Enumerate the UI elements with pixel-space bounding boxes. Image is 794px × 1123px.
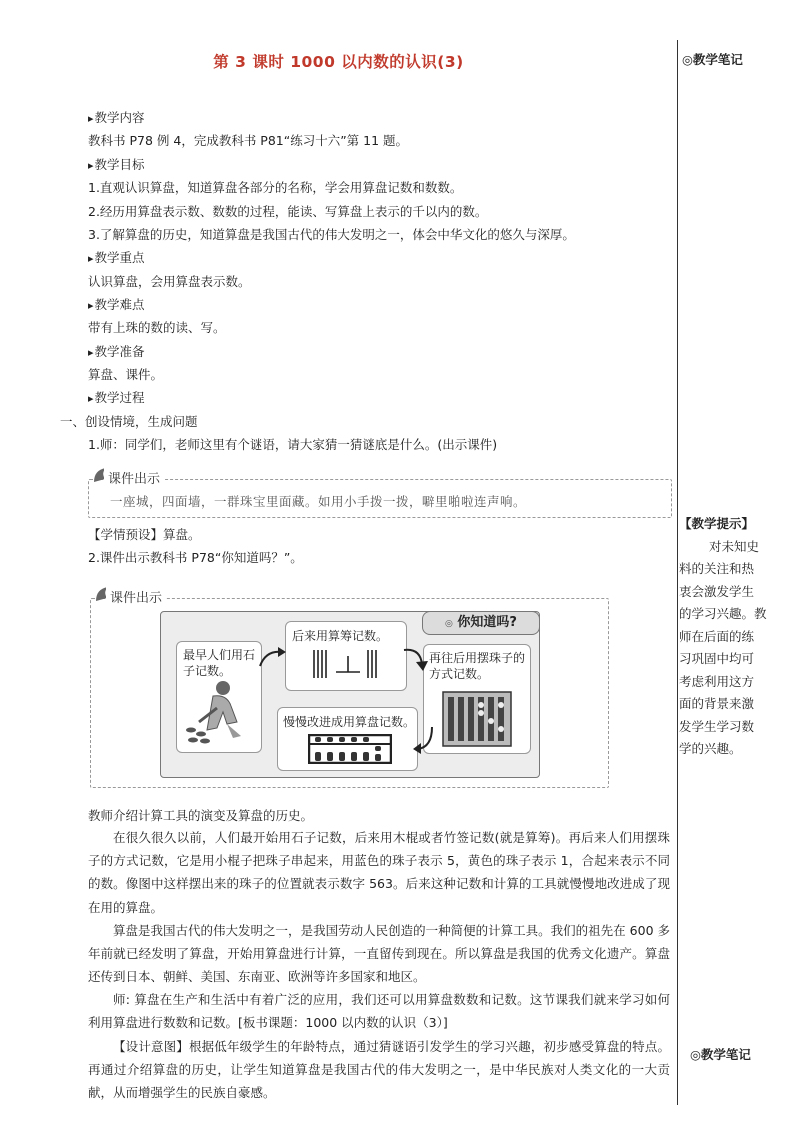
margin-divider [677, 40, 678, 1105]
person-with-stones-icon [183, 678, 255, 746]
preparation-text: 算盘、课件。 [88, 367, 164, 382]
did-you-know-badge: ◎ 你知道吗? [422, 611, 540, 635]
page-title: 第 3 课时 1000 以内数的认识(3) [213, 53, 464, 71]
step-1-1: 1.师：同学们，老师这里有个谜语，请大家猜一猜谜底是什么。(出示课件) [88, 437, 498, 452]
card-beads [423, 644, 531, 754]
card-abacus-text: 慢慢改进成用算盘记数。 [283, 715, 416, 729]
teaching-tip-line: 衷会激发学生 [679, 583, 755, 599]
difficulty-text: 带有上珠的数的读、写。 [88, 320, 226, 335]
teacher-paragraph: 师: 算盘在生产和生活中有着广泛的应用，我们还可以用算盘数数和记数。这节课我们就来学习如何利用算盘进行数数和记数。[板书课题：1000 以内数的认识（3）] [88, 992, 670, 1031]
process-heading: ▸ 教学过程 [88, 388, 145, 406]
bead-board-icon [442, 691, 512, 747]
goal-2: 2.经历用算盘表示数、数数的过程，能读、写算盘上表示的千以内的数。 [88, 204, 488, 219]
arrow-icon [258, 646, 288, 670]
preparation-heading: ▸ 教学准备 [88, 342, 145, 360]
teaching-tip-line: 料的关注和热 [679, 561, 755, 576]
content-text: 教科书 P78 例 4，完成教科书 P81“练习十六”第 11 题。 [88, 133, 409, 148]
key-text: 认识算盘，会用算盘表示数。 [88, 274, 251, 289]
teaching-tip-line: 师在后面的练 [679, 628, 755, 644]
teaching-notes-footer: ◎教学笔记 [690, 1047, 751, 1062]
design-intent-paragraph: 【设计意图】根据低年级学生的年龄特点，通过猜谜语引发学生的学习兴趣，初步感受算盘的特点。再通过介绍算盘的历史，让学生知道算盘是我国古代的伟大发明之一，是中华民族对人类文化的一大贡献，从而增强学生的民族自豪感。 [88, 1039, 670, 1101]
card-beads-text: 再往后用摆珠子的方式记数。 [429, 651, 526, 681]
teaching-tip-line: 对未知史 [709, 538, 760, 554]
teaching-tip-line: 的学习兴趣。教 [679, 606, 767, 621]
history-paragraph: 在很久很久以前，人们最开始用石子记数，后来用木棍或者竹签记数(就是算筹)。再后来人们用摆珠子的方式记数，它是用小棍子把珠子串起来，用蓝色的珠子表示 5，黄色的珠子表示 1，合起来表示不同的数。像图中这样摆出来的珠子的位置就表示数字 563。后来这种记数和计算的工具就慢慢地改进成了现在用的算盘。 [88, 830, 670, 915]
abacus-paragraph: 算盘是我国古代的伟大发明之一，是我国劳动人民创造的一种简便的计算工具。我们的祖先在 600 多年前就已经发明了算盘，开始用算盘进行计算，一直留传到现在。所以算盘是我国的优秀文化遗产。算盘还传到日本、朝鲜、美国、东南亚、欧洲等许多国家和地区。 [88, 923, 670, 985]
abacus-icon [308, 734, 392, 764]
riddle-text: 一座城，四面墙，一群珠宝里面藏。如用小手拨一拨，噼里啪啦连声响。 [110, 494, 527, 509]
counting-rods-icon [310, 648, 390, 682]
teaching-tip-title: 【教学提示】 [679, 516, 755, 531]
teaching-tip [679, 513, 783, 761]
intro-text: 教师介绍计算工具的演变及算盘的历史。 [88, 808, 314, 823]
content-heading: ▸ 教学内容 [88, 108, 145, 126]
teaching-tip-line: 面的背景来激 [679, 696, 755, 711]
goal-1: 1.直观认识算盘，知道算盘各部分的名称，学会用算盘记数和数数。 [88, 180, 463, 195]
difficulty-heading: ▸ 教学难点 [88, 295, 145, 313]
card-stones-text: 最早人们用石子记数。 [183, 648, 256, 678]
teaching-tip-line: 考虑利用这方 [679, 673, 755, 689]
card-counting-rods [285, 621, 407, 691]
teaching-notes-header: ◎教学笔记 [682, 52, 743, 67]
courseware-label: 课件出示 [106, 587, 166, 606]
card-stones [176, 641, 262, 753]
goals-heading: ▸ 教学目标 [88, 155, 145, 173]
preset-answer: 【学情预设】算盘。 [88, 527, 201, 542]
courseware-label: 课件出示 [104, 468, 164, 487]
key-heading: ▸ 教学重点 [88, 248, 145, 266]
step-1-2: 2.课件出示教科书 P78“你知道吗？”。 [88, 550, 303, 565]
card-rods-text: 后来用算筹记数。 [292, 629, 389, 643]
step-1-heading: 一、创设情境，生成问题 [60, 414, 198, 429]
goal-3: 3.了解算盘的历史，知道算盘是我国古代的伟大发明之一，体会中华文化的悠久与深厚。 [88, 227, 575, 242]
teaching-tip-line: 发学生学习数 [679, 718, 755, 734]
teaching-tip-line: 习巩固中均可 [679, 651, 755, 666]
arrow-icon [402, 644, 430, 672]
teaching-tip-line: 学的兴趣。 [679, 741, 742, 756]
arrow-icon [412, 725, 436, 755]
card-abacus [277, 707, 418, 771]
